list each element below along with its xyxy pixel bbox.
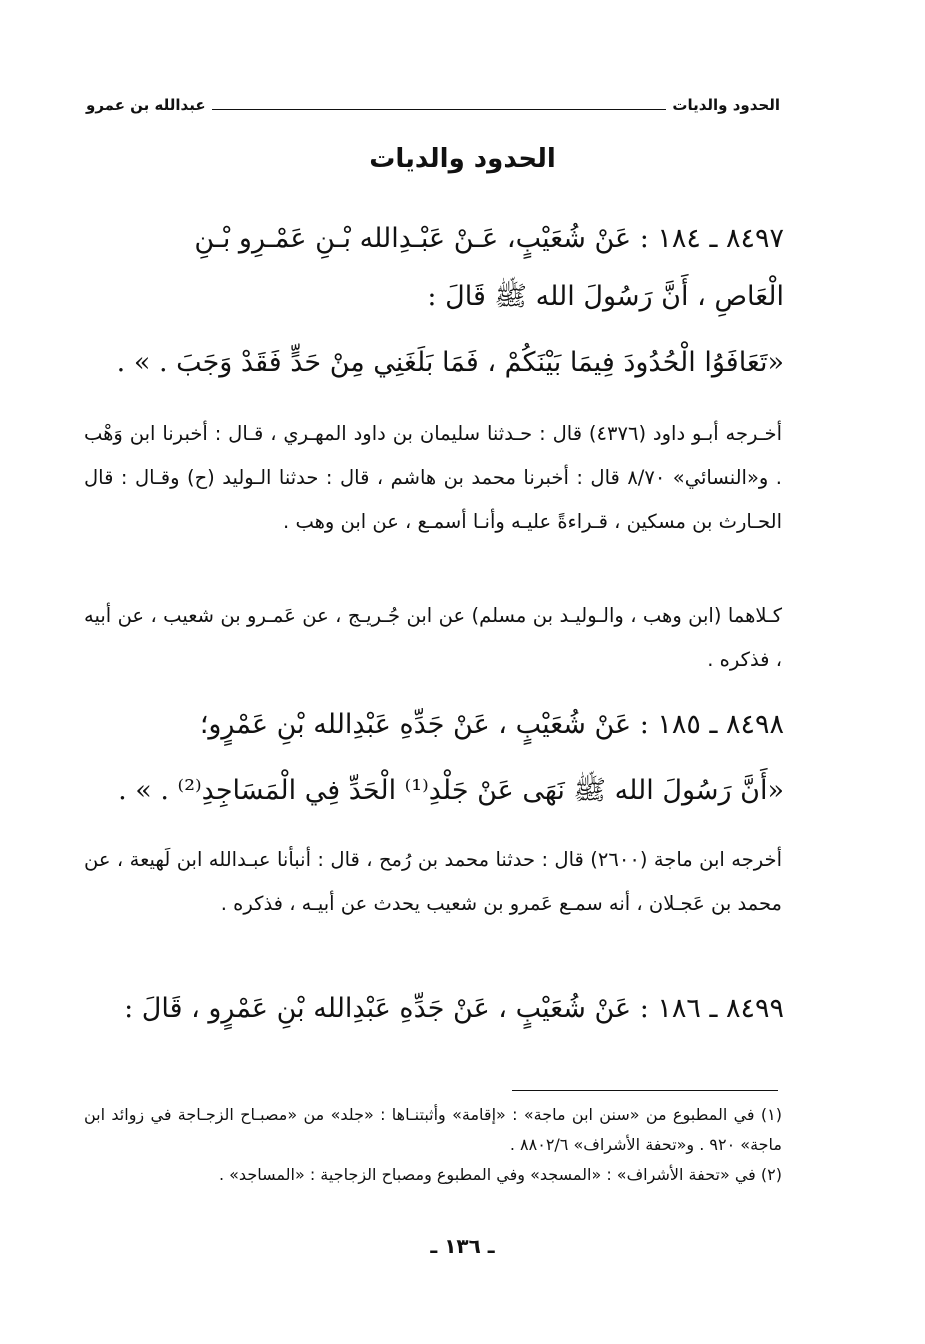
hadith-8499 (84, 980, 784, 1038)
hadith-line: ٨٤٩٨ ـ ١٨٥ : عَنْ شُعَيْبٍ ، عَنْ جَدِّهِ عَبْدِالله بْنِ عَمْرٍو؛ (199, 709, 784, 740)
hadith-line: «تَعَافَوُا الْحُدُودَ فِيمَا بَيْنَكُمْ ، فَمَا بَلَغَنِي مِنْ حَدٍّ فَقَدْ وَجَبَ . » . (116, 347, 784, 378)
footnote-2: (٢) في «تحفة الأشراف» : «المسجد» وفي المطبوع ومصباح الزجاجية : «المساجد» . (218, 1165, 782, 1184)
header-chapter: الحدود والديات (672, 96, 780, 114)
hadith-line: ٨٤٩٧ ـ ١٨٤ : عَنْ شُعَيْبٍ، عَـنْ عَبْـدِالله بْـنِ عَمْـرِو بْـنِ (194, 223, 784, 254)
header-narrator: عبدالله بن عمرو (86, 96, 206, 114)
footnotes (84, 1100, 782, 1190)
header-rule (212, 109, 667, 110)
hadith-line: الْعَاصِ ، أَنَّ رَسُولَ الله ﷺ قَالَ : (427, 281, 784, 312)
footnote-1: (١) في المطبوع من «سنن ابن ماجة» : «إقامة» وأثبتنـاها : «جلد» من «مصبـاح الزجـاجة في زوائد ابن ماجة» ٩٢٠ . و«تحفة الأشراف» ٨٨٠٢/٦ . (84, 1105, 782, 1154)
takhrij-8498: أخرجه ابن ماجة (٢٦٠٠) قال : حدثنا محمد بن رُمح ، قال : أنبأنا عبـدالله ابن لَهيعة ، عن محمد بن عَجـلان ، أنه سمـع عَمرو بن شعيب يحدث عن أبيـه ، فذكره . (84, 848, 782, 915)
takhrij-8497: أخـرجه أبـو داود (٤٣٧٦) قال : حـدثنا سليمان بن داود المهـري ، قـال : أخبرنا ابن وَهْب . و«النسائي» ٨/٧٠ قال : أخبرنا محمد بن هاشم ، قال : حدثنا الـوليد (ح) وقـال : قال الحـارث بن مسكين ، قـراءةً عليـه وأنـا أسمـع ، عن ابن وهب . (84, 422, 783, 533)
hadith-8497 (84, 210, 784, 392)
hadith-line: «أَنَّ رَسُولَ الله ﷺ نَهَى عَنْ جَلْدِ⁽¹⁾ الْحَدِّ فِي الْمَسَاجِدِ⁽²⁾ . » . (118, 775, 784, 806)
footnote-separator (512, 1090, 778, 1091)
hadith-line: ٨٤٩٩ ـ ١٨٦ : عَنْ شُعَيْبٍ ، عَنْ جَدِّهِ عَبْدِالله بْنِ عَمْرٍو ، قَالَ : (124, 993, 784, 1024)
running-header (86, 92, 780, 118)
page-number: ـ ١٣٦ ـ (430, 1234, 495, 1258)
hadith-8498 (84, 696, 784, 820)
takhrij-8497-b: كـلاهما (ابن وهب ، والـوليـد بن مسلم) عن ابن جُـريـج ، عن عَمـرو بن شعيب ، عن أبيه ، فذكره . (84, 604, 782, 671)
page-title: الحدود والديات (369, 144, 556, 174)
